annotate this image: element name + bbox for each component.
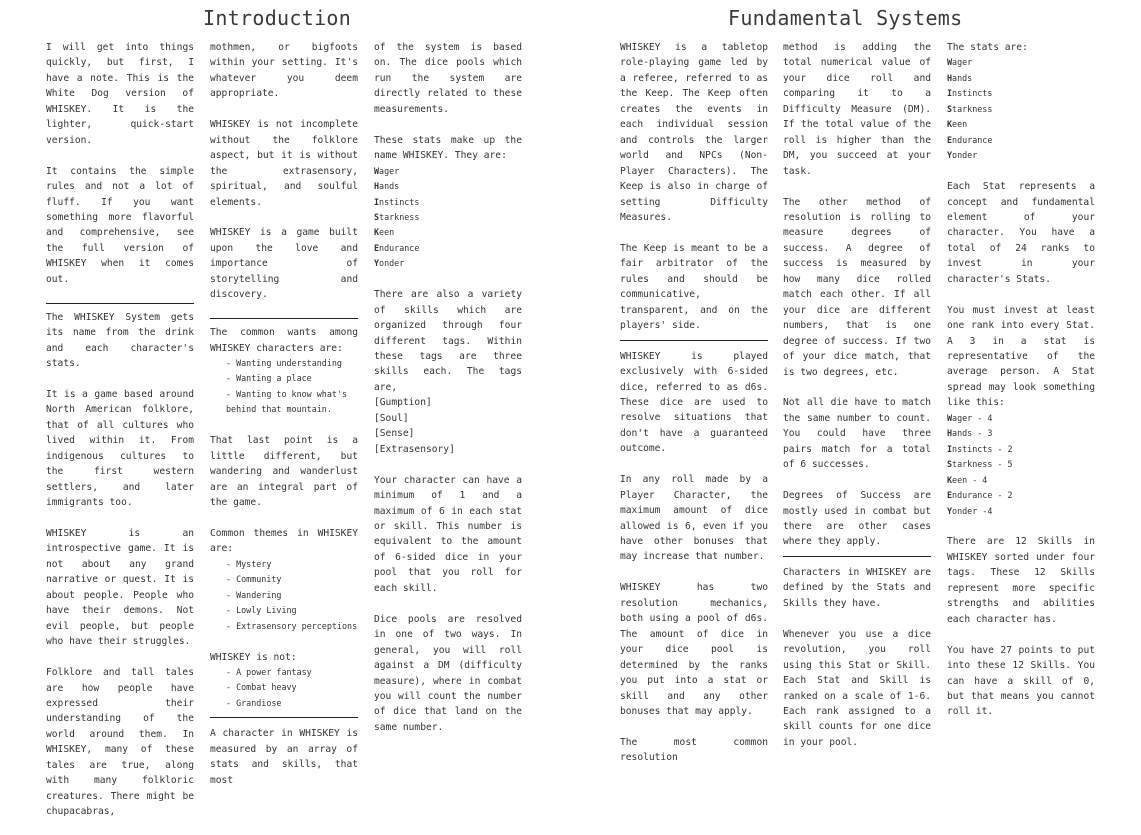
not-list <box>210 665 358 711</box>
paragraph: The other method of resolution is rolling to measure degrees of success. A degree of success is measured by how many dice rolled match each other. If all your dice are different numbers, that is one degree of success. If two of your dice match, that is two degrees, etc. <box>783 196 931 378</box>
paragraph: WHISKEY is an introspective game. It is not about any grand narrative or quest. It is about people. People who have their demons. Not evil people, but people who have their struggles. <box>46 527 194 648</box>
stat-name-rest: nstincts <box>952 88 993 99</box>
right-page <box>570 0 1141 764</box>
stat-initial: W <box>947 412 953 423</box>
paragraph: There are also a variety of skills which are organized through four different tags. Within these tags are three skills each. The tags are, <box>374 289 522 393</box>
paragraph: You must invest at least one rank into every Stat. A 3 in a stat is representative of the average person. A Stat spread may look something like this: <box>947 304 1095 409</box>
section-divider <box>46 303 194 304</box>
stat-initial: W <box>947 57 953 68</box>
section-divider <box>620 340 768 341</box>
paragraph: There are 12 Skills in WHISKEY sorted under four tags. These 12 Skills represent more specific strengths and abilities each character has. <box>947 536 1095 625</box>
stat-initial: K <box>947 119 953 130</box>
tag-item: [Soul] <box>374 412 409 424</box>
stats-list <box>947 55 1095 163</box>
stat-name-rest: tarkness <box>379 211 420 222</box>
paragraph: That last point is a little different, but wandering and wanderlust are an integral part of the game. <box>210 435 358 509</box>
stat-name-rest: nstincts <box>379 196 420 207</box>
stat-initial: I <box>947 443 953 454</box>
right-column-1 <box>620 40 768 781</box>
paragraph: You have 27 points to put into these 12 Skills. You can have a skill of 0, but that means you cannot roll it. <box>947 644 1095 718</box>
stat-initial: K <box>947 474 953 485</box>
paragraph: WHISKEY is not: <box>210 651 297 663</box>
tag-item: [Gumption] <box>374 397 432 409</box>
list-item: - Wanting a place <box>210 371 358 386</box>
paragraph: Dice pools are resolved in one of two ways. In general, you will roll against a DM (difficulty measure), where in combat you will count the number of dice that land on the same number. <box>374 613 522 733</box>
paragraph: of the system is based on. The dice pools which run the system are directly related to these measurements. <box>374 42 522 115</box>
stat-item <box>947 86 1095 101</box>
paragraph: mothmen, or bigfoots within your setting. It's whatever you deem appropriate. <box>210 42 358 100</box>
stat-initial: S <box>947 103 953 114</box>
paragraph: The Keep is meant to be a fair arbitrator of the rules and should be communicative, transparent, and on the players' side. <box>620 242 768 332</box>
stat-spread-item <box>947 488 1095 503</box>
tag-item: [Extrasensory] <box>374 443 455 455</box>
stat-item <box>374 225 522 240</box>
stat-item <box>947 117 1095 132</box>
stat-spread-item <box>947 411 1095 426</box>
paragraph: The common wants among WHISKEY characters are: <box>210 327 358 354</box>
stat-item <box>947 148 1095 163</box>
stat-spread-rest: ndurance - 2 <box>952 490 1013 501</box>
list-item: - Community <box>210 572 358 587</box>
stat-name-rest: een <box>379 227 395 238</box>
list-item: - Lowly Living <box>210 603 358 618</box>
left-page <box>0 0 570 818</box>
stat-initial: I <box>374 196 380 207</box>
paragraph: WHISKEY is not incomplete without the folklore aspect, but it is without the extrasensory, spiritual, and soulful elements. <box>210 119 358 208</box>
stat-spread-rest: ager - 4 <box>952 412 993 423</box>
stat-item <box>374 210 522 225</box>
stat-initial: E <box>374 242 380 253</box>
paragraph: A character in WHISKEY is measured by an array of stats and skills, that most <box>210 728 358 786</box>
page-title: Fundamental Systems <box>728 6 963 30</box>
left-column-2 <box>210 40 358 804</box>
section-divider <box>783 556 931 557</box>
paragraph: The stats are: <box>947 42 1028 53</box>
paragraph: WHISKEY has two resolution mechanics, both using a pool of d6s. The amount of dice in your dice pool is determined by the ranks you put into a stat or skill and any other bonuses that may apply. <box>620 582 768 717</box>
stats-list <box>374 164 522 272</box>
stat-name-rest: ands <box>952 72 973 83</box>
paragraph: Degrees of Success are mostly used in combat but there are other cases where they apply. <box>783 490 931 548</box>
list-item: - Combat heavy <box>210 680 358 695</box>
paragraph: It contains the simple rules and not a lot of fluff. If you want something more flavorful and comprehensive, see the full version of WHISKEY when it comes out. <box>46 165 194 285</box>
paragraph: Characters in WHISKEY are defined by the Stats and Skills they have. <box>783 566 931 609</box>
list-item: - Wandering <box>210 588 358 603</box>
stat-initial: E <box>947 490 953 501</box>
stat-initial: H <box>374 181 380 192</box>
stat-initial: H <box>947 428 953 439</box>
paragraph: Common themes in WHISKEY are: <box>210 527 358 555</box>
stat-spread-item <box>947 442 1095 457</box>
stat-initial: S <box>947 459 953 470</box>
stat-spread-item <box>947 473 1095 488</box>
stat-name-rest: een <box>952 119 968 130</box>
paragraph: The WHISKEY System gets its name from the drink and each character's stats. <box>46 311 194 370</box>
stat-name-rest: onder <box>379 258 405 269</box>
stat-spread-item <box>947 457 1095 472</box>
stat-name-rest: ndurance <box>952 134 993 145</box>
stat-item <box>947 71 1095 86</box>
paragraph: It is a game based around North American folklore, that of all cultures who lived within it. From indigenous cultures to the first western settlers, and later immigrants too. <box>46 388 194 509</box>
paragraph: Folklore and tall tales are how people have expressed their understanding of the world around them. In WHISKEY, many of these tales are true, along with many folkloric creatures. There might be chupacabras, <box>46 667 194 818</box>
wants-list <box>210 356 358 418</box>
list-item: - Extrasensory perceptions <box>210 619 358 634</box>
paragraph: I will get into things quickly, but first, I have a note. This is the White Dog version of WHISKEY. It is the lighter, quick-start version. <box>46 42 194 146</box>
list-item: - Wanting to know what's behind that mountain. <box>210 387 358 418</box>
section-divider <box>210 318 358 319</box>
stat-name-rest: tarkness <box>952 103 993 114</box>
tag-item: [Sense] <box>374 428 415 440</box>
paragraph: Whenever you use a dice revolution, you roll using this Stat or Skill. Each Stat and Skill is ranked on a scale of 1-6. Each rank assigned to a skill counts for one dice in your pool. <box>783 628 931 748</box>
stat-item <box>374 179 522 194</box>
stat-spread-rest: tarkness - 5 <box>952 459 1013 470</box>
stat-initial: E <box>947 134 953 145</box>
right-column-3 <box>947 40 1095 735</box>
themes-list <box>210 557 358 634</box>
paragraph: WHISKEY is a game built upon the love and importance of storytelling and discovery. <box>210 227 358 301</box>
stat-initial: I <box>947 88 953 99</box>
stat-spread-rest: nstincts - 2 <box>952 443 1013 454</box>
stat-name-rest: ands <box>379 181 400 192</box>
list-item: - Grandiose <box>210 696 358 711</box>
stat-initial: W <box>374 165 380 176</box>
paragraph: Not all die have to match the same number to count. You could have three pairs match for a total of 6 successes. <box>783 397 931 471</box>
stat-initial: Y <box>374 258 380 269</box>
paragraph: The most common resolution <box>620 736 768 764</box>
stat-initial: H <box>947 72 953 83</box>
stat-item <box>374 256 522 271</box>
stat-name-rest: ager <box>952 57 973 68</box>
stat-name-rest: onder <box>952 150 978 161</box>
stat-spread-rest: onder -4 <box>952 505 993 516</box>
stat-item <box>374 195 522 210</box>
stat-spread-list <box>947 411 1095 519</box>
stat-spread-rest: een - 4 <box>952 474 988 485</box>
paragraph: WHISKEY is played exclusively with 6-sided dice, referred to as d6s. These dice are used to resolve situations that don't have a guaranteed outcome. <box>620 350 768 455</box>
paragraph: WHISKEY is a tabletop role-playing game led by a referee, referred to as the Keep. The Keep often creates the events in each individual session and controls the larger world and NPCs (Non-Player Characters). The Keep is also in charge of setting Difficulty Measures. <box>620 42 768 223</box>
right-column-2 <box>783 40 931 766</box>
stat-name-rest: ndurance <box>379 242 420 253</box>
list-item: - Mystery <box>210 557 358 572</box>
page-title: Introduction <box>203 6 352 30</box>
stat-initial: Y <box>947 505 953 516</box>
section-divider <box>210 717 358 718</box>
stat-item <box>947 133 1095 148</box>
tags-list <box>374 395 522 457</box>
stat-item <box>374 241 522 256</box>
stat-spread-rest: ands - 3 <box>952 428 993 439</box>
paragraph: method is adding the total numerical value of your dice roll and comparing it to a Difficulty Measure (DM). If the total value of the roll is higher than the DM, you succeed at your task. <box>783 42 931 177</box>
stat-name-rest: ager <box>379 165 400 176</box>
paragraph: Each Stat represents a concept and fundamental element of your character. You have a total of 24 ranks to invest in your character's Stats. <box>947 181 1095 285</box>
stat-initial: K <box>374 227 380 238</box>
stat-item <box>374 164 522 179</box>
stat-initial: Y <box>947 150 953 161</box>
stat-initial: S <box>374 211 380 222</box>
paragraph: These stats make up the name WHISKEY. They are: <box>374 134 522 162</box>
list-item: - Wanting understanding <box>210 356 358 371</box>
stat-spread-item <box>947 504 1095 519</box>
stat-item <box>947 55 1095 70</box>
list-item: - A power fantasy <box>210 665 358 680</box>
stat-spread-item <box>947 426 1095 441</box>
left-column-1 <box>46 40 194 835</box>
stat-item <box>947 102 1095 117</box>
paragraph: Your character can have a minimum of 1 and a maximum of 6 in each stat or skill. This number is equivalent to the amount of 6-sided dice in your pool that you roll for each skill. <box>374 474 522 594</box>
paragraph: In any roll made by a Player Character, the maximum amount of dice allowed is 6, even if you have other bonuses that may increase that number. <box>620 474 768 563</box>
left-column-3 <box>374 40 522 751</box>
